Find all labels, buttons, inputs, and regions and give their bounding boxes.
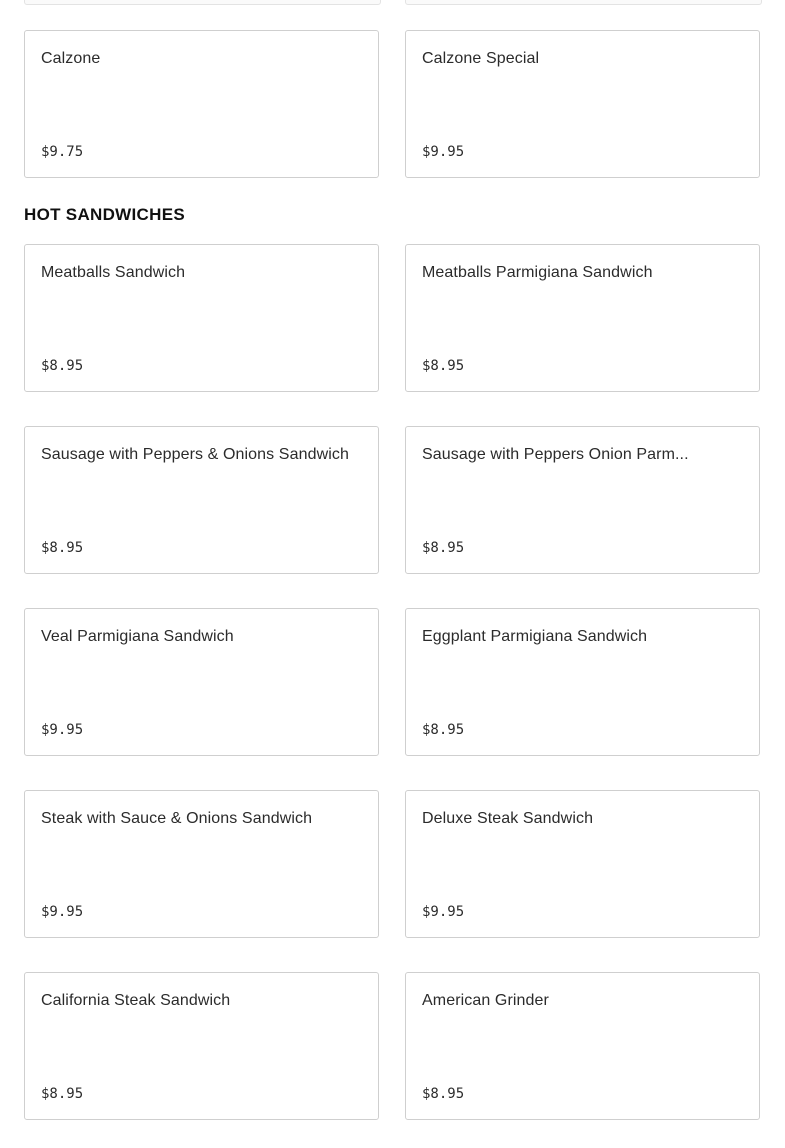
menu-item-price: $9.75 [41,144,84,160]
menu-item-price: $8.95 [422,1086,465,1102]
menu-item-price: $8.95 [41,540,84,556]
menu-item-name: Meatballs Parmigiana Sandwich [422,264,653,281]
menu-item-price: $8.95 [41,1086,84,1102]
menu-item-card[interactable] [24,426,379,574]
menu-item-card[interactable] [24,790,379,938]
menu-item-name: Deluxe Steak Sandwich [422,810,594,827]
partial-menu-item-card[interactable] [405,0,762,5]
menu-item-card[interactable] [405,244,760,392]
partial-menu-item-card[interactable] [24,0,381,5]
menu-item-card[interactable] [24,608,379,756]
menu-item-name: Sausage with Peppers Onion Parm... [422,446,689,463]
menu-item-price: $8.95 [422,722,465,738]
menu-item-name: Calzone [41,50,101,67]
menu-item-price: $9.95 [422,144,465,160]
menu-item-card[interactable] [405,608,760,756]
menu-item-name: Calzone Special [422,50,540,67]
section-title: HOT SANDWICHES [24,205,185,224]
menu-item-name: American Grinder [422,992,549,1009]
menu-item-price: $9.95 [422,904,465,920]
menu-item-card[interactable] [24,30,379,178]
menu-item-name: Steak with Sauce & Onions Sandwich [41,810,313,827]
menu-item-price: $8.95 [422,358,465,374]
menu-item-price: $9.95 [41,722,84,738]
menu-item-card[interactable] [405,790,760,938]
menu-item-name: California Steak Sandwich [41,992,231,1009]
menu-item-price: $8.95 [41,358,84,374]
menu-item-name: Meatballs Sandwich [41,264,186,281]
menu-item-price: $8.95 [422,540,465,556]
menu-item-name: Eggplant Parmigiana Sandwich [422,628,648,645]
menu-item-card[interactable] [24,244,379,392]
menu-item-card[interactable] [405,972,760,1120]
menu-item-card[interactable] [24,972,379,1120]
menu-item-card[interactable] [405,426,760,574]
menu-item-card[interactable] [405,30,760,178]
menu-item-name: Veal Parmigiana Sandwich [41,628,234,645]
menu-item-price: $9.95 [41,904,84,920]
menu-item-name: Sausage with Peppers & Onions Sandwich [41,446,349,463]
